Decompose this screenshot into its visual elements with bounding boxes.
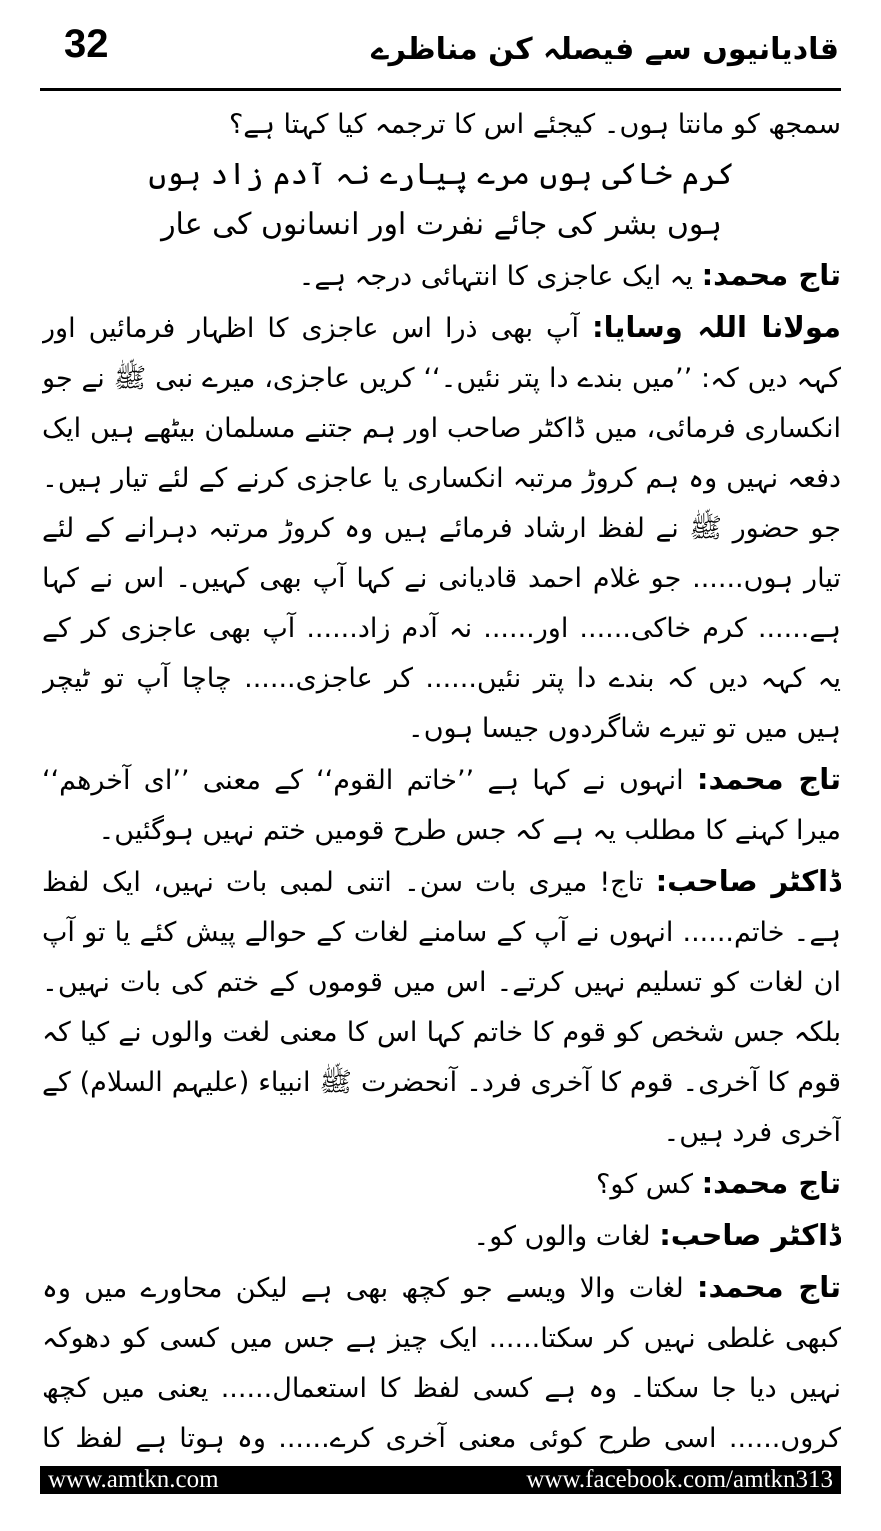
running-title: قادیانیوں سے فیصلہ کن مناظرے: [371, 32, 839, 67]
page-body: [42, 100, 841, 1455]
speaker-name: ڈاکٹر صاحب:: [655, 864, 841, 898]
dialogue-paragraph: [42, 856, 841, 1158]
speaker-name: مولانا اللہ وسایا:: [591, 310, 841, 344]
website-link[interactable]: www.amtkn.com: [48, 1466, 219, 1493]
dialogue-text: لغات والوں کو۔: [473, 1221, 660, 1252]
dialogue-text: لغات والا ویسے جو کچھ بھی ہے لیکن محاورے میں وہ کبھی غلطی نہیں کر سکتا...... ایک چیز ہے جس میں کسی کو دھوکہ نہیں دیا جا سکتا۔ وہ ہے کسی لفظ کا استعمال...... یعنی میں کچھ کروں...... اسی طرح کوئی معنی آخری کرے...... وہ ہوتا ہے لفظ کا: [42, 1273, 841, 1454]
poem-verse-2: ہوں بشر کی جائے نفرت اور انسانوں کی عار: [161, 207, 722, 242]
dialogue-paragraph: [42, 754, 841, 856]
dialogue-text: آپ بھی ذرا اس عاجزی کا اظہار فرمائیں اور کہہ دیں کہ: ’’میں بندے دا پتر نئیں۔‘‘ کریں عاجزی، میرے نبی ﷺ نے جو انکساری فرمائی، میں ڈاکٹر صاحب اور ہم جتنے مسلمان بیٹھے ہیں ایک دفعہ نہیں وہ ہم کروڑ مرتبہ انکساری یا عاجزی کرنے کے لئے تیار ہیں۔ جو حضور ﷺ نے لفظ ارشاد فرمائے ہیں وہ کروڑ مرتبہ دہرانے کے لئے تیار ہوں...... جو غلام احمد قادیانی نے کہا آپ بھی کہیں۔ اس نے کہا ہے...... کرم خاکی...... اور...... نہ آدم زاد...... آپ بھی عاجزی کر کے یہ کہہ دیں کہ بندے دا پتر نئیں...... کر عاجزی...... چاچا آپ تو ٹیچر ہیں میں تو تیرے شاگردوں جیسا ہوں۔: [42, 313, 841, 744]
speaker-name: تاج محمد:: [701, 258, 841, 292]
dialogue-paragraph: [42, 1262, 841, 1455]
dialogue-text: یہ ایک عاجزی کا انتہائی درجہ ہے۔: [298, 261, 702, 292]
dialogue-paragraph: [42, 250, 841, 302]
dialogue-paragraph: [42, 1158, 841, 1210]
speaker-name: تاج محمد:: [696, 762, 841, 796]
dialogue-text: تاج! میری بات سن۔ اتنی لمبی بات نہیں، ایک لفظ ہے۔ خاتم...... انہوں نے آپ کے سامنے لغات کے حوالے پیش کئے یا تو آپ ان لغات کو تسلیم نہیں کرتے۔ اس میں قوموں کے ختم کی بات نہیں۔ بلکہ جس شخص کو قوم کا خاتم کہا اس کا معنی لغت والوں نے کیا کہ قوم کا آخری۔ قوم کا آخری فرد۔ آنحضرت ﷺ انبیاء (علیہم السلام) کے آخری فرد ہیں۔: [42, 867, 841, 1148]
facebook-link[interactable]: www.facebook.com/amtkn313: [526, 1466, 833, 1493]
dialogue-text: کس کو؟: [596, 1169, 702, 1200]
opening-line: سمجھ کو مانتا ہوں۔ کیجئے اس کا ترجمہ کیا کہتا ہے؟: [228, 109, 841, 140]
dialogue-paragraph: [42, 1210, 841, 1262]
poem-verse-1: کرم خاکی ہوں مرے پیارے نہ آدم زاد ہوں: [148, 157, 735, 192]
dialogue-text: انہوں نے کہا ہے ’’خاتم القوم‘‘ کے معنی ’’ای آخرھم‘‘ میرا کہنے کا مطلب یہ ہے کہ جس طرح قومیں ختم نہیں ہوگئیں۔: [42, 765, 841, 846]
page-footer: [40, 1466, 841, 1494]
dialogue-paragraph: [42, 302, 841, 754]
speaker-name: تاج محمد:: [696, 1270, 841, 1304]
page-header: [42, 18, 839, 88]
speaker-name: ڈاکٹر صاحب:: [659, 1218, 841, 1252]
speaker-name: تاج محمد:: [701, 1166, 841, 1200]
page-number: 32: [64, 22, 109, 66]
poem-block: [42, 150, 841, 250]
header-divider: [40, 88, 841, 91]
